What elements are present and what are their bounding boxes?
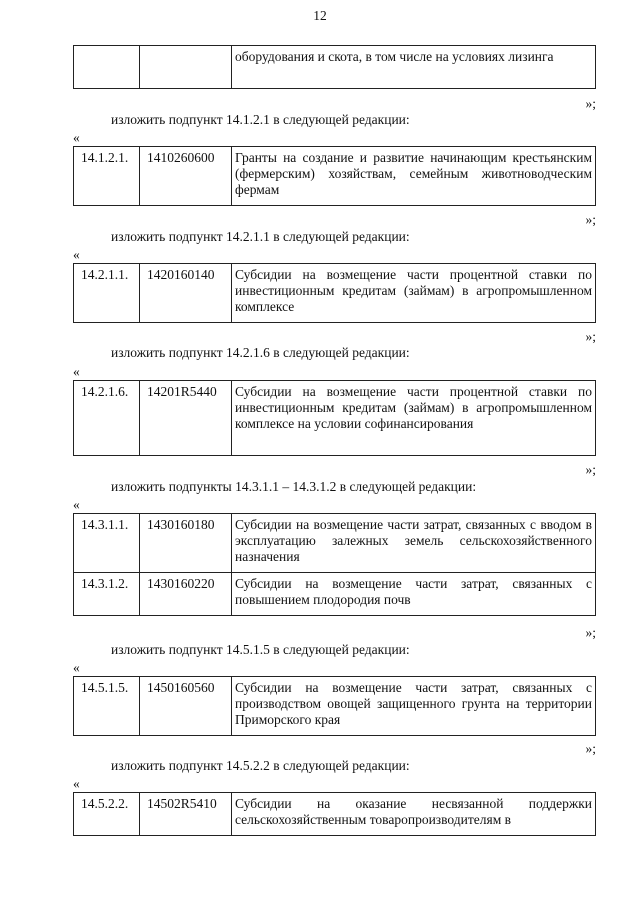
table-row <box>74 514 596 573</box>
row-code: 14.3.1.1. <box>74 514 140 573</box>
row-number: 1420160140 <box>140 264 232 323</box>
instruction-text: изложить подпункты 14.3.1.1 – 14.3.1.2 в следующей редакции: <box>111 479 477 494</box>
table-row <box>74 147 596 206</box>
row-code: 14.1.2.1. <box>74 147 140 206</box>
table-block-5 <box>73 676 596 736</box>
instruction-text: изложить подпункт 14.2.1.1 в следующей редакции: <box>111 229 410 244</box>
row-number <box>140 46 232 89</box>
close-quote: »; <box>585 212 596 227</box>
row-text: Субсидии на возмещение части затрат, связанных с вводом в эксплуатацию залежных земель сельскохозяйственного назначения <box>232 514 596 573</box>
table-block-2 <box>73 263 596 323</box>
open-quote: « <box>73 130 80 145</box>
table-row <box>74 793 596 836</box>
row-code: 14.5.1.5. <box>74 677 140 736</box>
row-number: 14201R5440 <box>140 381 232 456</box>
instruction-text: изложить подпункт 14.5.2.2 в следующей редакции: <box>111 758 410 773</box>
page-number: 12 <box>313 8 327 23</box>
table-block-4 <box>73 513 596 616</box>
instruction-text: изложить подпункт 14.5.1.5 в следующей редакции: <box>111 642 410 657</box>
close-quote: »; <box>585 625 596 640</box>
row-text: Гранты на создание и развитие начинающим крестьянским (фермерским) хозяйствам, семейным животноводческим фермам <box>232 147 596 206</box>
row-text: Субсидии на возмещение части затрат, связанных с производством овощей защищенного грунта на территории Приморского края <box>232 677 596 736</box>
table-row <box>74 264 596 323</box>
instruction-text: изложить подпункт 14.2.1.6 в следующей редакции: <box>111 345 410 360</box>
table-block-3 <box>73 380 596 456</box>
open-quote: « <box>73 660 80 675</box>
table-block-6 <box>73 792 596 836</box>
open-quote: « <box>73 776 80 791</box>
row-text: оборудования и скота, в том числе на условиях лизинга <box>232 46 596 89</box>
row-number: 14502R5410 <box>140 793 232 836</box>
row-text: Субсидии на возмещение части процентной ставки по инвестиционным кредитам (займам) в агропромышленном комплексе <box>232 264 596 323</box>
close-quote: »; <box>585 462 596 477</box>
table-fragment-top <box>73 45 596 89</box>
row-code: 14.2.1.6. <box>74 381 140 456</box>
table-row <box>74 381 596 456</box>
row-code: 14.2.1.1. <box>74 264 140 323</box>
row-number: 1430160220 <box>140 573 232 616</box>
row-code: 14.5.2.2. <box>74 793 140 836</box>
row-number: 1410260600 <box>140 147 232 206</box>
close-quote: »; <box>585 329 596 344</box>
close-quote: »; <box>585 741 596 756</box>
table-block-1 <box>73 146 596 206</box>
row-code: 14.3.1.2. <box>74 573 140 616</box>
open-quote: « <box>73 364 80 379</box>
open-quote: « <box>73 497 80 512</box>
row-text: Субсидии на возмещение части процентной ставки по инвестиционным кредитам (займам) в агропромышленном комплексе на условии софинансирования <box>232 381 596 456</box>
instruction-text: изложить подпункт 14.1.2.1 в следующей редакции: <box>111 112 410 127</box>
table-row <box>74 573 596 616</box>
close-quote: »; <box>585 96 596 111</box>
row-code <box>74 46 140 89</box>
row-number: 1450160560 <box>140 677 232 736</box>
row-number: 1430160180 <box>140 514 232 573</box>
row-text: Субсидии на возмещение части затрат, связанных с повышением плодородия почв <box>232 573 596 616</box>
table-row <box>74 46 596 89</box>
table-row <box>74 677 596 736</box>
open-quote: « <box>73 247 80 262</box>
row-text: Субсидии на оказание несвязанной поддержки сельскохозяйственным товаропроизводителям в <box>232 793 596 836</box>
